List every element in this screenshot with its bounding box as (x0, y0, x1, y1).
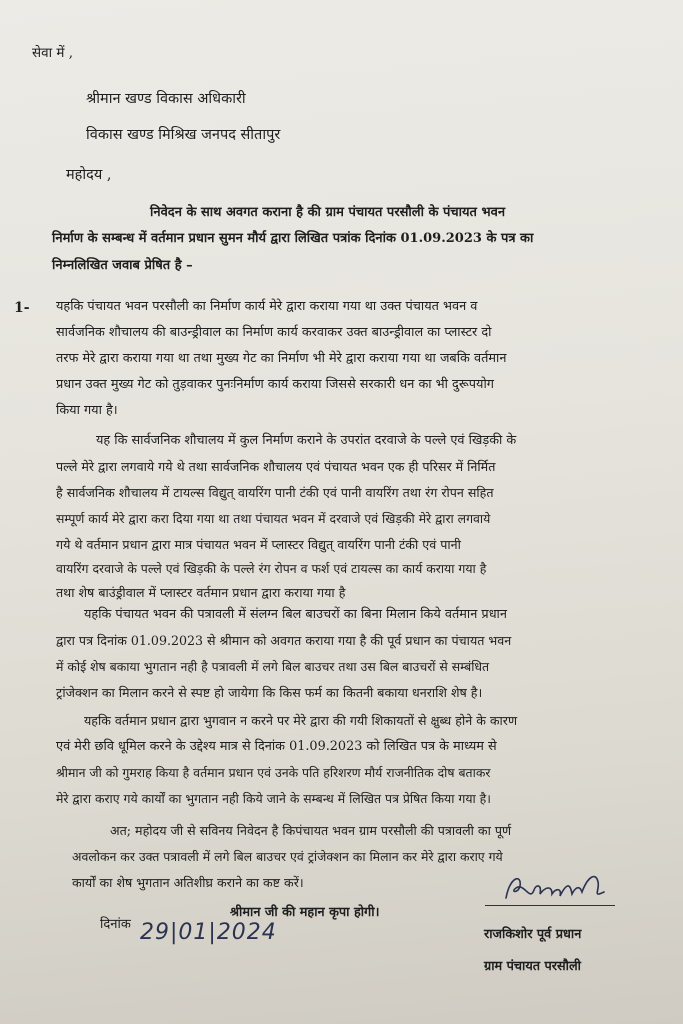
signature-line (485, 905, 615, 906)
salutation-to: सेवा में , (32, 45, 74, 61)
point1-line: किया गया है। (56, 403, 118, 418)
para3-line: में कोई शेष बकाया भुगतान नही है पत्रावली में लगे बिल बाउचर तथा उस बिल बाउचरों से सम्बंधित (56, 659, 490, 674)
para2-line: तथा शेष बाउंड्रीवाल में प्लास्टर वर्तमान प्रधान द्वारा कराया गया है (56, 585, 346, 600)
para4-line: यहकि वर्तमान प्रधान द्वारा भुगवान न करने पर मेरे द्वारा की गयी शिकायतों से क्षुब्ध होने के कारण (84, 713, 518, 728)
para2-line: वायरिंग दरवाजे के पल्ले एवं खिड़की के पल्ले रंग रोपन व फर्श एवं टायल्स का कार्य कराया गया है (56, 561, 487, 576)
para4-line: श्रीमान जी को गुमराह किया है वर्तमान प्रधान एवं उनके पति हरिशरण मौर्य राजनीतिक दोष बताकर (56, 765, 491, 780)
intro-line: निम्नलिखित जवाब प्रेषित है – (52, 258, 193, 273)
recipient-line1: श्रीमान खण्ड विकास अधिकारी (86, 91, 246, 107)
para4-line: एवं मेरी छवि धूमिल करने के उद्देश्य मात्र से दिनांक 01.09.2023 को लिखित पत्र के माध्यम से (56, 739, 497, 754)
date-label: दिनांक (100, 917, 131, 932)
intro-line: निवेदन के साथ अवगत कराना है की ग्राम पंचायत परसौली के पंचायत भवन (150, 205, 506, 220)
para5-line: कार्यों का शेष भुगतान अतिशीघ्र कराने का कष्ट करें। (72, 875, 304, 890)
para2-line: सम्पूर्ण कार्य मेरे द्वारा करा दिया गया था तथा पंचायत भवन में दरवाजे एवं खिड़की मेरे द्वारा लगवाये (56, 511, 491, 526)
point1-line: तरफ मेरे द्वारा कराया गया था तथा मुख्य गेट का निर्माण भी मेरे द्वारा कराया गया था जबकि वर्तमान (56, 351, 507, 366)
greeting: महोदय , (66, 167, 112, 183)
closing: श्रीमान जी की महान कृपा होगी। (230, 905, 380, 920)
point-number: 1- (14, 300, 30, 316)
para3-line: ट्रांजेक्शन का मिलान करने से स्पष्ट हो जायेगा कि किस फर्म का कितनी बकाया धनराशि शेष है। (56, 685, 483, 700)
para5-line: अवलोकन कर उक्त पत्रावली में लगे बिल बाउचर एवं ट्रांजेक्शन का मिलान कर मेरे द्वारा कराए गये (72, 849, 503, 864)
para2-line: गये थे वर्तमान प्रधान द्वारा मात्र पंचायत भवन में प्लास्टर विद्युत् वायरिंग पानी टंकी एवं पानी (56, 537, 461, 552)
point1-line: यहकि पंचायत भवन परसौली का निर्माण कार्य मेरे द्वारा कराया गया था उक्त पंचायत भवन व (56, 299, 478, 314)
para3-line: यहकि पंचायत भवन की पत्रावली में संलग्न बिल बाउचरों का बिना मिलान किये वर्तमान प्रधान (84, 607, 507, 622)
para2-line: पल्ले मेरे द्वारा लगवाये गये थे तथा सार्वजनिक शौचालय एवं पंचायत भवन एक ही परिसर में निर्मित (56, 459, 496, 474)
recipient-line2: विकास खण्ड मिश्रिख जनपद सीतापुर (86, 127, 281, 143)
signer-place: ग्राम पंचायत परसौली (484, 959, 581, 974)
point1-line: सार्वजनिक शौचालय की बाउन्ड्रीवाल का निर्माण कार्य करवाकर उक्त बाउन्ड्रीवाल का प्लास्टर दो (56, 325, 492, 340)
signature (500, 868, 620, 908)
date-value: 29|01|2024 (140, 920, 277, 945)
point1-line: प्रधान उक्त मुख्य गेट को तुड़वाकर पुनःनिर्माण कार्य कराया जिससे सरकारी धन का भी दुरूपयोग (56, 377, 495, 392)
signer-name: राजकिशोर पूर्व प्रधान (484, 927, 582, 942)
para4-line: मेरे द्वारा कराए गये कार्यों का भुगतान नही किये जाने के सम्बन्ध में लिखित पत्र प्रेषित किया गया है। (56, 791, 491, 806)
para2-line: है सार्वजनिक शौचालय में टायल्स विद्युत् वायरिंग पानी टंकी एवं पानी वायरिंग तथा रंग रोपन सहित (56, 485, 494, 500)
intro-line: निर्माण के सम्बन्ध में वर्तमान प्रधान सुमन मौर्य द्वारा लिखित पत्रांक दिनांक 01.09.2023 के पत्र का (52, 231, 534, 246)
para3-line: द्वारा पत्र दिनांक 01.09.2023 से श्रीमान को अवगत कराया गया है की पूर्व प्रधान का पंचायत भवन (56, 633, 512, 648)
para5-line: अत; महोदय जी से सविनय निवेदन है किपंचायत भवन ग्राम परसौली की पत्रावली का पूर्ण (110, 823, 512, 838)
para2-line: यह कि सार्वजनिक शौचालय में कुल निर्माण कराने के उपरांत दरवाजे के पल्ले एवं खिड़की के (96, 433, 517, 448)
